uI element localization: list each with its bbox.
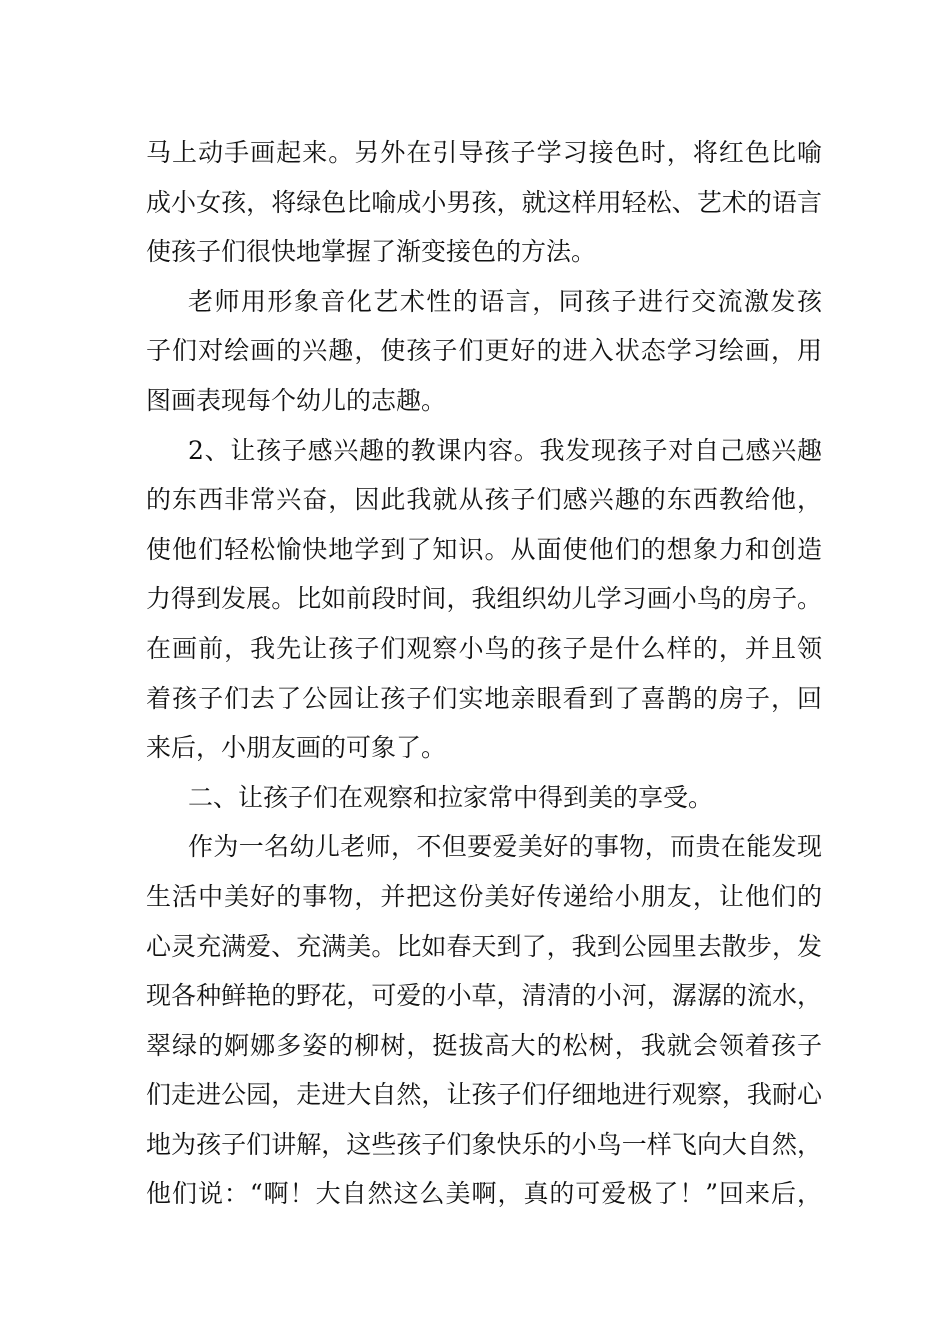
text-line: 生活中美好的事物，并把这份美好传递给小朋友，让他们的	[146, 881, 822, 911]
text-line: 心灵充满爱、充满美。比如春天到了，我到公园里去散步，发	[146, 931, 822, 961]
text-line: 2、让孩子感兴趣的教课内容。我发现孩子对自己感兴趣	[188, 435, 822, 465]
text-line: 使他们轻松愉快地学到了知识。从面使他们的想象力和创造	[146, 534, 822, 564]
text-line: 使孩子们很快地掌握了渐变接色的方法。	[146, 237, 597, 267]
text-line: 在画前，我先让孩子们观察小鸟的孩子是什么样的，并且领	[146, 633, 822, 663]
text-line: 马上动手画起来。另外在引导孩子学习接色时，将红色比喻	[146, 138, 822, 167]
text-line: 翠绿的婀娜多姿的柳树，挺拔高大的松树，我就会领着孩子	[146, 1030, 822, 1060]
text-line: 作为一名幼儿老师，不但要爱美好的事物，而贵在能发现	[188, 832, 822, 862]
text-line: 力得到发展。比如前段时间，我组织幼儿学习画小鸟的房子。	[146, 584, 822, 614]
text-line: 图画表现每个幼儿的志趣。	[146, 385, 447, 415]
text-line: 现各种鲜艳的野花，可爱的小草，清清的小河，潺潺的流水，	[146, 981, 822, 1011]
text-line: 的东西非常兴奋，因此我就从孩子们感兴趣的东西教给他，	[146, 485, 822, 515]
text-line: 子们对绘画的兴趣，使孩子们更好的进入状态学习绘画，用	[146, 336, 822, 366]
document-body	[146, 128, 822, 1219]
text-line: 老师用形象音化艺术性的语言，同孩子进行交流激发孩	[188, 286, 822, 316]
text-line: 成小女孩，将绿色比喻成小男孩，就这样用轻松、艺术的语言	[146, 187, 822, 217]
text-line: 来后，小朋友画的可象了。	[146, 733, 447, 763]
text-line: 地为孩子们讲解，这些孩子们象快乐的小鸟一样飞向大自然，	[146, 1129, 822, 1159]
text-line: 他们说：“啊！大自然这么美啊，真的可爱极了！”回来后，	[146, 1179, 822, 1209]
text-line: 们走进公园，走进大自然，让孩子们仔细地进行观察，我耐心	[146, 1080, 822, 1110]
text-line: 着孩子们去了公园让孩子们实地亲眼看到了喜鹊的房子，回	[146, 683, 822, 713]
text-line: 二、让孩子们在观察和拉家常中得到美的享受。	[188, 782, 714, 812]
